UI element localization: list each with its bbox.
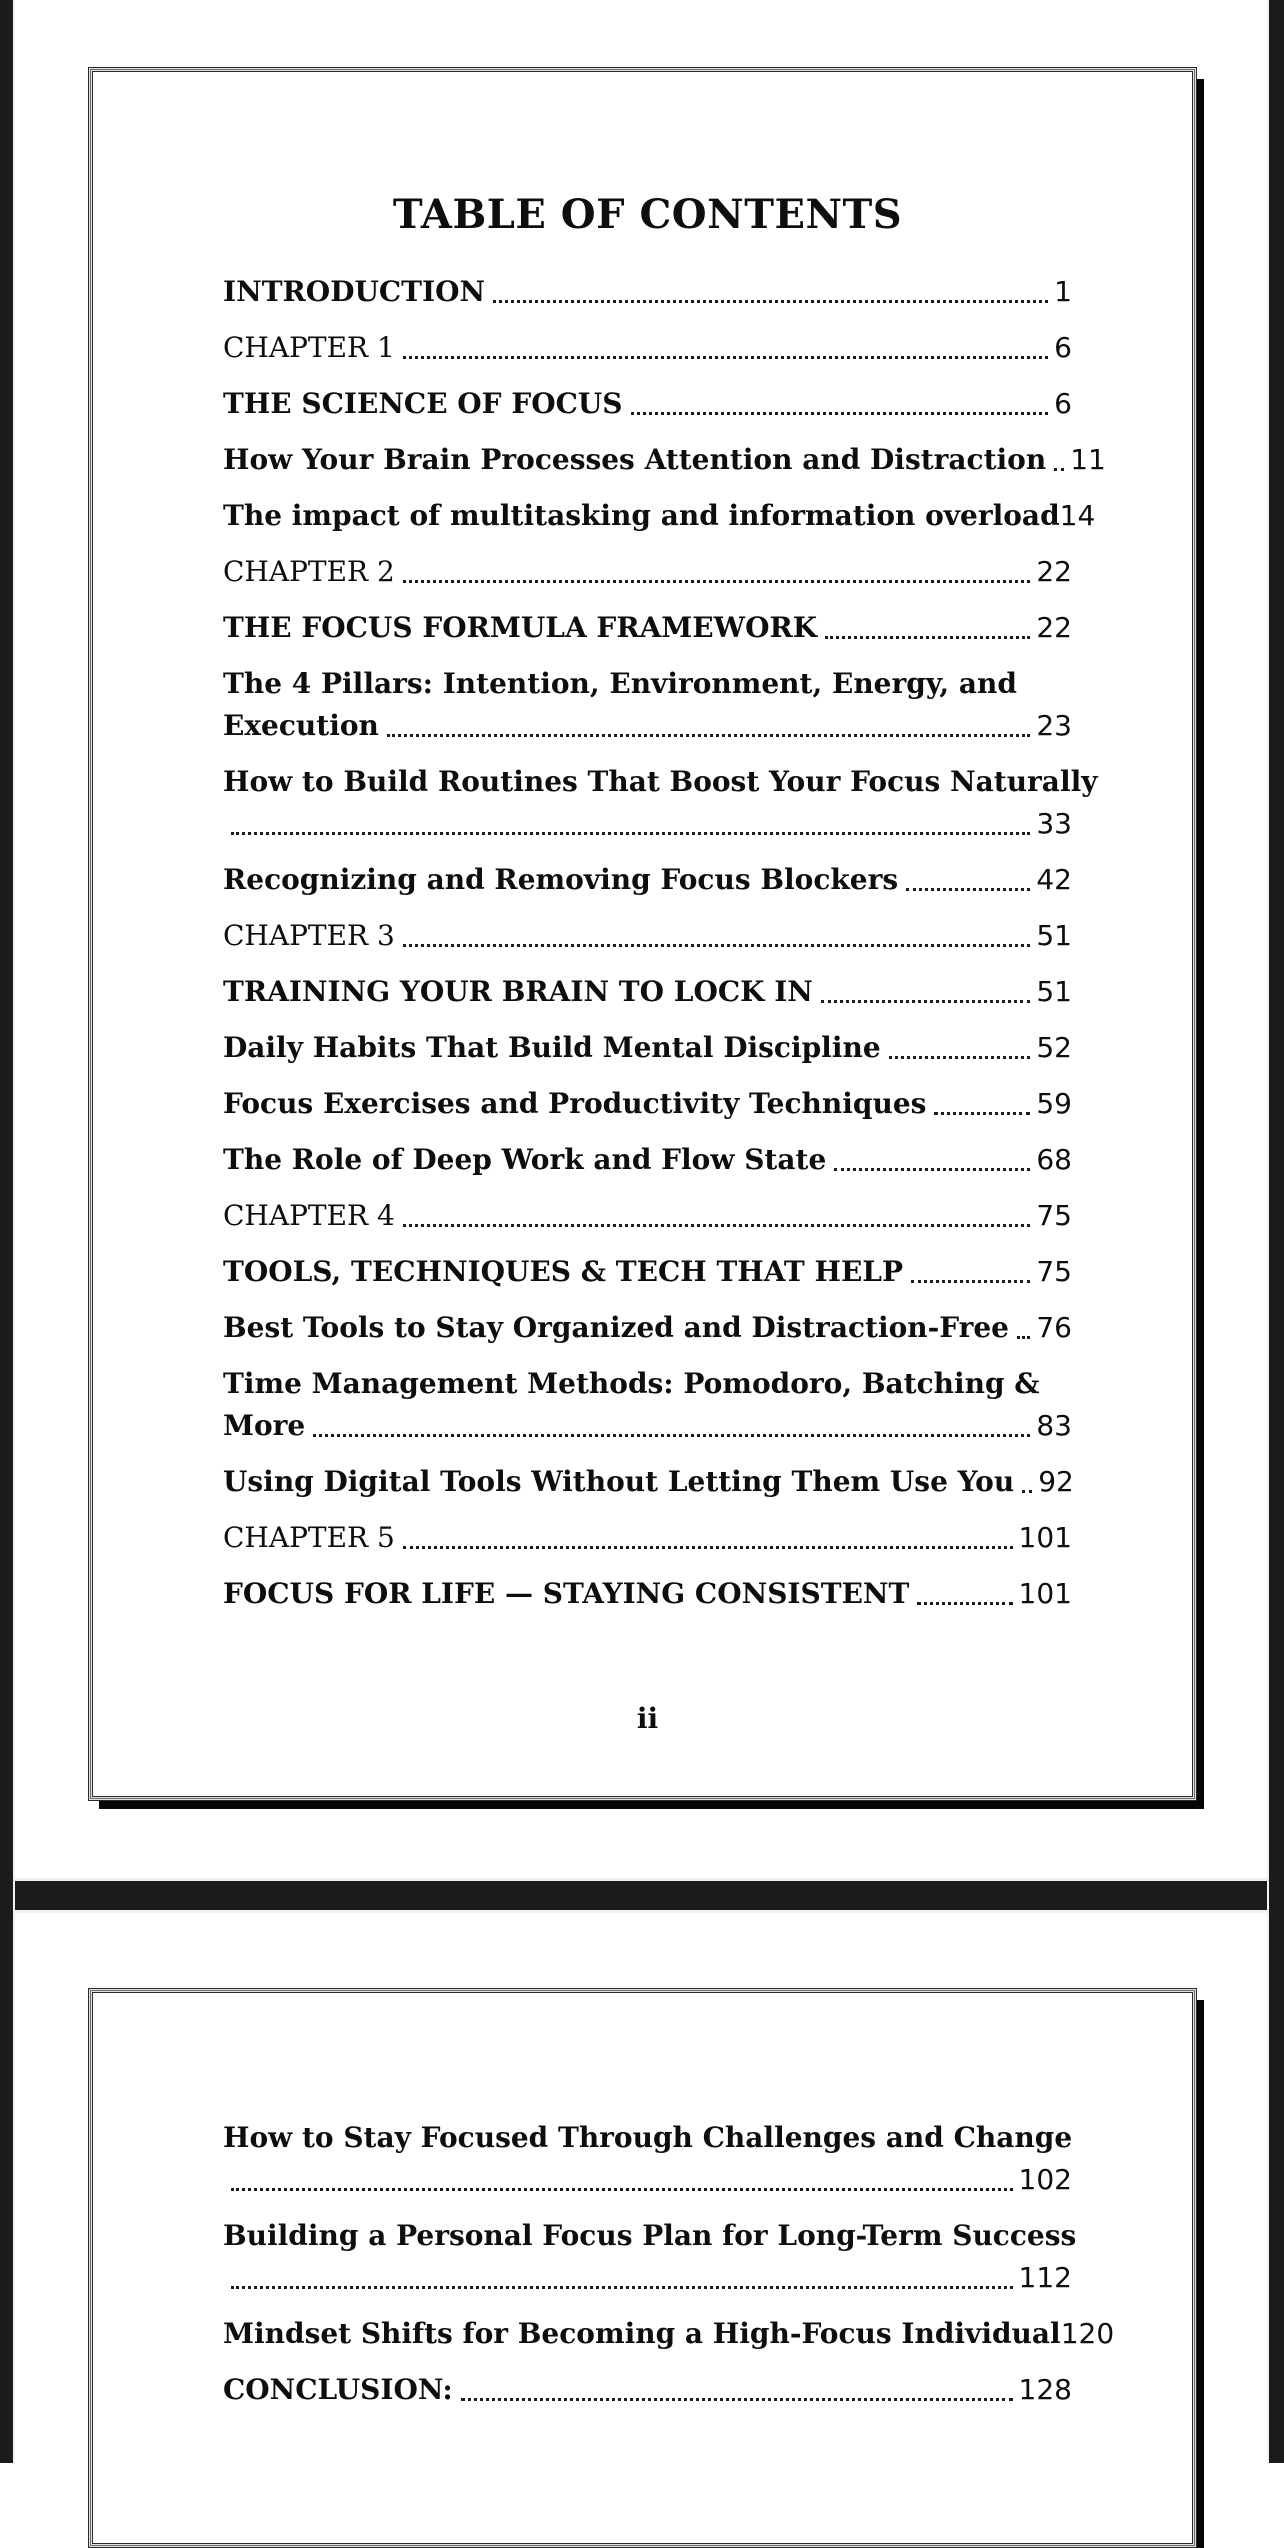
- toc-page-number: 22: [1036, 555, 1072, 588]
- toc-entry[interactable]: [223, 1307, 1072, 1349]
- toc-entry-text: More: [223, 1409, 306, 1442]
- toc-entry-text: FOCUS FOR LIFE — STAYING CONSISTENT: [223, 1577, 910, 1610]
- toc-page-number: 23: [1036, 709, 1072, 742]
- toc-entry[interactable]: [223, 2117, 1072, 2201]
- toc-entry[interactable]: [223, 663, 1072, 747]
- toc-entry[interactable]: [223, 1083, 1072, 1125]
- toc-dot-leader: [911, 1280, 1030, 1283]
- toc-page-number: 68: [1036, 1143, 1072, 1176]
- toc-dot-leader: [231, 2188, 1013, 2191]
- toc-page-number: 101: [1018, 1577, 1072, 1610]
- toc-page-number: 51: [1036, 975, 1072, 1008]
- toc-entry-text: Execution: [223, 709, 379, 742]
- toc-dot-leader: [934, 1112, 1030, 1115]
- toc-page-number: 92: [1038, 1465, 1074, 1498]
- toc-page-number: 22: [1036, 611, 1072, 644]
- toc-page-number: 102: [1018, 2163, 1072, 2196]
- toc-entry-text: How Your Brain Processes Attention and Distraction: [223, 443, 1047, 476]
- toc-entry[interactable]: [223, 971, 1072, 1013]
- toc-page-number: 112: [1018, 2261, 1072, 2294]
- toc-entry-text: Focus Exercises and Productivity Techniques: [223, 1087, 927, 1120]
- toc-dot-leader: [403, 1546, 1013, 1549]
- toc-page-number: 76: [1036, 1311, 1072, 1344]
- page-2: [88, 1988, 1197, 2548]
- page-1: [88, 67, 1197, 1801]
- toc-dot-leader: [403, 356, 1048, 359]
- toc-entry-text: Best Tools to Stay Organized and Distraction-Free: [223, 1311, 1009, 1344]
- toc-entry[interactable]: [223, 859, 1072, 901]
- toc-dot-leader: [1022, 1490, 1032, 1493]
- toc-dot-leader: [825, 636, 1030, 639]
- toc-entry[interactable]: [223, 1195, 1072, 1237]
- toc-entry[interactable]: [223, 1139, 1072, 1181]
- toc-entry[interactable]: [223, 495, 1096, 537]
- toc-entry-text: Building a Personal Focus Plan for Long-Term Success: [223, 2219, 1077, 2252]
- toc-dot-leader: [403, 580, 1031, 583]
- toc-entry-text: Time Management Methods: Pomodoro, Batching &: [223, 1367, 1040, 1400]
- toc-page-number: 1: [1054, 275, 1072, 308]
- toc-entry-text: CHAPTER 2: [223, 555, 395, 588]
- toc-entry-text: How to Build Routines That Boost Your Focus Naturally: [223, 765, 1098, 798]
- toc-entry[interactable]: [223, 1251, 1072, 1293]
- toc-entry[interactable]: [223, 761, 1098, 845]
- toc-entry[interactable]: [223, 383, 1072, 425]
- toc-entry[interactable]: [223, 2369, 1072, 2411]
- toc-page-number: 75: [1036, 1199, 1072, 1232]
- toc-entry-text: CHAPTER 5: [223, 1521, 395, 1554]
- toc-dot-leader: [313, 1434, 1030, 1437]
- toc-page-number: 128: [1018, 2373, 1072, 2406]
- toc-page-number: 52: [1036, 1031, 1072, 1064]
- toc-entry-text: The impact of multitasking and information overload: [223, 499, 1060, 532]
- toc-dot-leader: [387, 734, 1031, 737]
- toc-entry[interactable]: [223, 2313, 1115, 2355]
- toc-dot-leader: [821, 1000, 1030, 1003]
- toc-dot-leader: [403, 944, 1031, 947]
- toc-dot-leader: [461, 2398, 1013, 2401]
- toc-dot-leader: [631, 412, 1049, 415]
- toc-entry-text: How to Stay Focused Through Challenges and Change: [223, 2121, 1073, 2154]
- toc-page-number: 51: [1036, 919, 1072, 952]
- toc-dot-leader: [231, 2286, 1013, 2289]
- toc-dot-leader: [403, 1224, 1031, 1227]
- toc-entry-text: Recognizing and Removing Focus Blockers: [223, 863, 899, 896]
- toc-entry-text: Mindset Shifts for Becoming a High-Focus Individual: [223, 2317, 1061, 2350]
- toc-entry-text: INTRODUCTION: [223, 275, 486, 308]
- toc-entry-text: CONCLUSION:: [223, 2373, 453, 2406]
- toc-page-number: 75: [1036, 1255, 1072, 1288]
- toc-dot-leader: [493, 300, 1048, 303]
- toc-page-number: 59: [1036, 1087, 1072, 1120]
- toc-dot-leader: [231, 832, 1030, 835]
- right-edge-strip: [1269, 0, 1284, 2463]
- left-edge-strip: [0, 0, 13, 2463]
- toc-entry[interactable]: [223, 1573, 1072, 1615]
- toc-page-number: 83: [1036, 1409, 1072, 1442]
- toc-entry-text: THE FOCUS FORMULA FRAMEWORK: [223, 611, 818, 644]
- toc-entry-text: TRAINING YOUR BRAIN TO LOCK IN: [223, 975, 813, 1008]
- toc-page-number: 6: [1054, 387, 1072, 420]
- toc-page-number: 14: [1059, 499, 1096, 532]
- toc-entry-text: The Role of Deep Work and Flow State: [223, 1143, 827, 1176]
- toc-entry-text: CHAPTER 1: [223, 331, 395, 364]
- toc-list-page-1: [223, 271, 1106, 1615]
- toc-entry[interactable]: [223, 1517, 1072, 1559]
- toc-dot-leader: [834, 1168, 1030, 1171]
- toc-title: TABLE OF CONTENTS: [392, 191, 903, 238]
- toc-entry[interactable]: [223, 1363, 1072, 1447]
- toc-dot-leader: [1017, 1336, 1030, 1339]
- toc-entry-text: TOOLS, TECHNIQUES & TECH THAT HELP: [223, 1255, 904, 1288]
- toc-dot-leader: [917, 1602, 1012, 1605]
- toc-list-page-2: [223, 2117, 1115, 2411]
- toc-entry-text: CHAPTER 3: [223, 919, 395, 952]
- toc-entry[interactable]: [223, 327, 1072, 369]
- toc-entry[interactable]: [223, 915, 1072, 957]
- toc-page-number: 33: [1036, 807, 1072, 840]
- toc-page-number: 6: [1054, 331, 1072, 364]
- toc-entry[interactable]: [223, 1461, 1072, 1503]
- toc-page-number: 11: [1070, 443, 1106, 476]
- toc-entry[interactable]: [223, 271, 1072, 313]
- toc-entry-text: Daily Habits That Build Mental Discipline: [223, 1031, 881, 1064]
- toc-page-number: 42: [1036, 863, 1072, 896]
- toc-entry-text: CHAPTER 4: [223, 1199, 395, 1232]
- toc-entry-text: THE SCIENCE OF FOCUS: [223, 387, 623, 420]
- page-1-content: [94, 73, 1191, 1795]
- toc-entry[interactable]: [223, 551, 1072, 593]
- page-2-content: [94, 1994, 1191, 2542]
- toc-dot-leader: [1054, 468, 1064, 471]
- right-page-edge-highlight: [1267, 0, 1269, 2463]
- toc-page-number: 120: [1060, 2317, 1115, 2350]
- toc-page-number: 101: [1018, 1521, 1072, 1554]
- toc-entry-text: Using Digital Tools Without Letting Them Use You: [223, 1465, 1015, 1498]
- toc-entry-text: The 4 Pillars: Intention, Environment, Energy, and: [223, 667, 1017, 700]
- toc-entry[interactable]: [223, 1027, 1072, 1069]
- toc-dot-leader: [889, 1056, 1031, 1059]
- toc-dot-leader: [906, 888, 1030, 891]
- page-number-footer: ii: [636, 1702, 659, 1735]
- page-separator-band: [0, 1878, 1284, 1913]
- toc-entry[interactable]: [223, 439, 1106, 481]
- toc-entry[interactable]: [223, 607, 1072, 649]
- left-page-edge-highlight: [13, 0, 15, 2463]
- toc-entry[interactable]: [223, 2215, 1077, 2299]
